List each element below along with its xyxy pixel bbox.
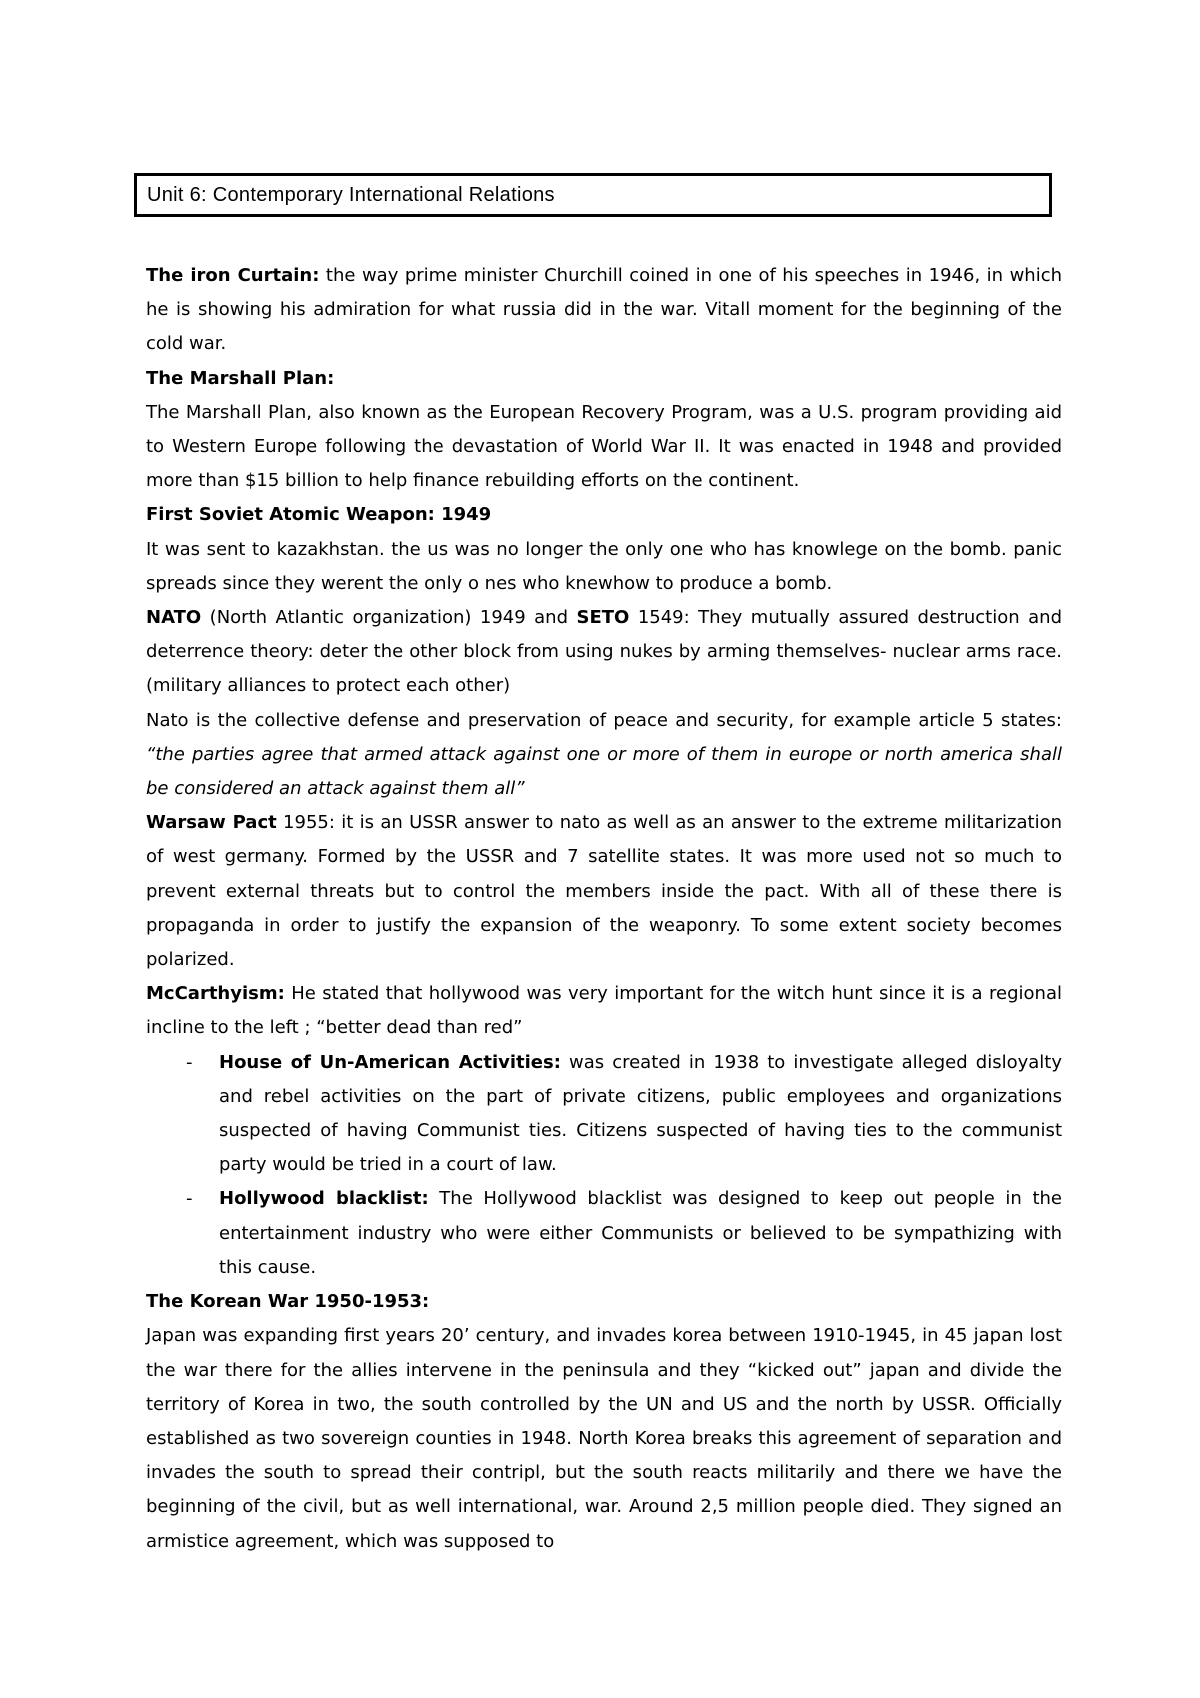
text-soviet-atomic-weapon: It was sent to kazakhstan. the us was no longer the only one who has knowlege on the bomb. panic spreads since they werent the only o nes who knewhow to produce a bomb. xyxy=(146,538,1062,594)
label-nato: NATO xyxy=(146,607,202,629)
text-marshall-plan: The Marshall Plan, also known as the European Recovery Program, was a U.S. program providing aid to Western Europe following the devastation of World War II. It was enacted in 1948 and provided more than $15 billion to help finance rebuilding efforts on the continent. xyxy=(146,401,1062,492)
paragraph-iron-curtain xyxy=(146,259,1062,362)
label-seto: SETO xyxy=(576,607,630,629)
bullet-huac xyxy=(146,1046,1062,1183)
paragraph-nato xyxy=(146,601,1062,704)
text-nato-2: 1549: They mutually assured destruction and deterrence theory: deter the other block from using nukes by arming themselves- nuclear arms race. (military alliances to protect each other) xyxy=(146,607,1062,697)
quote-article-5: “the parties agree that armed attack against one or more of them in europe or north america shall be considered an attack against them all” xyxy=(146,743,1062,800)
text-iron-curtain: the way prime minister Churchill coined in one of his speeches in 1946, in which he is showing his admiration for what russia did in the war. Vitall moment for the beginning of the cold war. xyxy=(146,265,1063,355)
document-body xyxy=(146,259,1062,1559)
unit-title: Unit 6: Contemporary International Relations xyxy=(147,183,555,206)
bullet-dash: - xyxy=(186,1051,193,1073)
text-nato-1: (North Atlantic organization) 1949 and xyxy=(201,607,577,629)
text-mccarthyism: He stated that hollywood was very important for the witch hunt since it is a regional incline to the left ; “better dead than red” xyxy=(146,983,1062,1039)
paragraph-mccarthyism xyxy=(146,977,1062,1045)
heading-marshall-plan: The Marshall Plan: xyxy=(146,367,335,389)
heading-mccarthyism: McCarthyism: xyxy=(146,983,285,1005)
text-huac: was created in 1938 to investigate alleged disloyalty and rebel activities on the part of private citizens, public employees and organizations suspected of having Communist ties. Citizens suspected of having ties to the communist party would be tried in a court of law. xyxy=(219,1051,1062,1176)
heading-iron-curtain: The iron Curtain: xyxy=(146,265,320,286)
label-hollywood-blacklist: Hollywood blacklist: xyxy=(219,1188,429,1210)
text-nato-3: Nato is the collective defense and preservation of peace and security, for example article 5 states: xyxy=(146,709,1062,731)
heading-soviet-atomic-weapon: First Soviet Atomic Weapon: 1949 xyxy=(146,504,492,526)
unit-title-box xyxy=(134,173,1052,217)
text-hollywood-blacklist: The Hollywood blacklist was designed to keep out people in the entertainment industry who were either Communists or believed to be sympathizing with this cause. xyxy=(219,1188,1062,1278)
bullet-hollywood-blacklist xyxy=(146,1182,1062,1285)
heading-warsaw-pact: Warsaw Pact xyxy=(146,812,277,834)
heading-korean-war: The Korean War 1950-1953: xyxy=(146,1291,430,1313)
text-warsaw-pact: 1955: it is an USSR answer to nato as well as an answer to the extreme militarization of west germany. Formed by the USSR and 7 satellite states. It was more used not so much to prevent external threats but to control the members inside the pact. With all of these there is propaganda in order to justify the expansion of the weaponry. To some extent society becomes polarized. xyxy=(146,812,1062,971)
bullet-dash: - xyxy=(186,1188,193,1210)
label-huac: House of Un-American Activities: xyxy=(219,1051,561,1073)
text-korean-war: Japan was expanding first years 20’ century, and invades korea between 1910-1945, in 45 japan lost the war there for the allies intervene in the peninsula and they “kicked out” japan and divide the territory of Korea in two, the south controlled by the UN and US and the north by USSR. Officially established as two sovereign counties in 1948. North Korea breaks this agreement of separation and invades the south to spread their contripl, but the south reacts militarily and there we have the beginning of the civil, but as well international, war. Around 2,5 million people died. They signed an armistice agreement, which was supposed to xyxy=(146,1325,1062,1552)
paragraph-nato-article-5 xyxy=(146,704,1062,807)
paragraph-warsaw-pact xyxy=(146,806,1062,977)
